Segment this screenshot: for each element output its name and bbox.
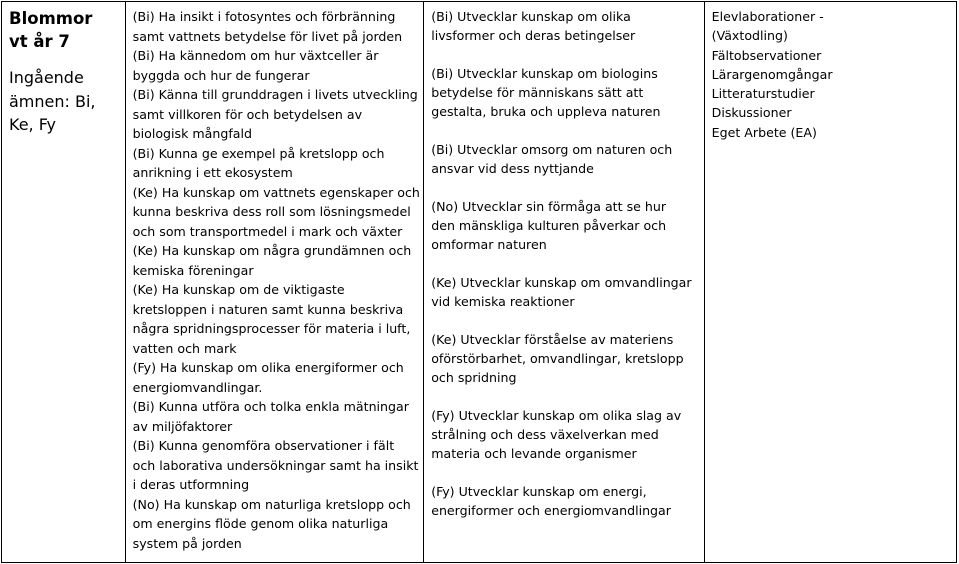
knowledge-goal-line: om energins flöde genom olika naturliga <box>132 516 389 531</box>
knowledge-goal-line: och som transportmedel i mark och växter <box>132 223 403 239</box>
curriculum-table <box>1 1 957 563</box>
development-goal-line: (Bi) Utvecklar omsorg om naturen och <box>431 142 673 157</box>
development-goal-line: strålning och dess växelverkan med <box>431 427 659 442</box>
work-methods-cell <box>704 2 956 563</box>
knowledge-goal-line: några spridningsprocesser för materia i luft, <box>132 321 411 336</box>
development-goal-line: (Fy) Utvecklar kunskap om olika slag av <box>431 408 682 423</box>
knowledge-goals-list <box>126 2 424 553</box>
work-method-line: Fältobservationer <box>711 47 822 63</box>
knowledge-goal-line: samt villkoren för och betydelsen av <box>132 106 363 122</box>
development-goal-line: livsformer och deras betingelser <box>431 28 636 43</box>
knowledge-goal-line: (Bi) Ha kännedom om hur växtceller är <box>132 48 379 63</box>
knowledge-goal-line: kunna beskriva dess roll som lösningsmedel <box>132 204 411 219</box>
heading-line: Blommor <box>9 9 93 28</box>
development-goal-line: betydelse för människans sätt att <box>431 85 644 100</box>
development-goal-line: materia och levande organismer <box>431 446 637 461</box>
knowledge-goal-line: (Fy) Ha kunskap om olika energiformer och <box>132 360 404 375</box>
subject-label-line: Ingående <box>9 68 84 87</box>
knowledge-goals-cell <box>125 2 424 563</box>
knowledge-goal-line: av miljöfaktorer <box>132 418 233 434</box>
group-spacer <box>431 387 697 406</box>
group-spacer <box>431 45 697 64</box>
development-goal-line: ansvar vid dess nyttjande <box>431 161 594 176</box>
work-method-line: Elevlaborationer - <box>711 9 824 24</box>
heading-line: vt år 7 <box>9 32 70 51</box>
sidebar-content <box>2 2 125 137</box>
work-method-line: Lärargenomgångar <box>711 66 833 82</box>
knowledge-goal-line: system på jorden <box>132 535 242 551</box>
group-spacer <box>431 178 697 197</box>
work-method-line: Diskussioner <box>711 105 792 121</box>
development-goal-line: gestalta, bruka och uppleva naturen <box>431 104 661 119</box>
knowledge-goal-line: biologisk mångfald <box>132 126 252 141</box>
knowledge-goal-line: (Bi) Kunna ge exempel på kretslopp och <box>132 145 385 161</box>
table-row <box>2 2 957 563</box>
group-spacer <box>431 254 697 273</box>
development-goal-line: (Ke) Utvecklar kunskap om omvandlingar <box>431 275 692 290</box>
knowledge-goal-line: anrikning i ett ekosystem <box>132 165 293 180</box>
knowledge-goal-line: (Bi) Kunna utföra och tolka enkla mätningar <box>132 399 409 414</box>
group-spacer <box>431 311 697 330</box>
development-goal-line: och spridning <box>431 370 517 385</box>
development-goals-cell <box>424 2 704 563</box>
knowledge-goal-line: samt vattnets betydelse för livet på jorden <box>132 28 403 44</box>
development-goal-line: (Bi) Utvecklar kunskap om biologins <box>431 66 658 81</box>
work-methods-list <box>705 2 956 142</box>
knowledge-goal-line: vatten och mark <box>132 340 237 356</box>
knowledge-goal-line: kretsloppen i naturen samt kunna beskriva <box>132 301 404 317</box>
knowledge-goal-line: byggda och hur de fungerar <box>132 67 310 83</box>
knowledge-goal-line: energiomvandlingar. <box>132 379 263 395</box>
development-goal-line: (Ke) Utvecklar förståelse av materiens <box>431 332 674 347</box>
development-goal-line: oförstörbarhet, omvandlingar, kretslopp <box>431 351 684 366</box>
sidebar-cell <box>2 2 126 563</box>
knowledge-goal-line: i deras utformning <box>132 477 250 492</box>
knowledge-goal-line: och laborativa undersökningar samt ha insikt <box>132 457 419 473</box>
knowledge-goal-line: (Bi) Ha insikt i fotosyntes och förbränning <box>132 9 396 24</box>
knowledge-goal-line: (Ke) Ha kunskap om de viktigaste <box>132 282 345 297</box>
work-method-line: Eget Arbete (EA) <box>711 124 817 140</box>
knowledge-goal-line: (Bi) Kunna genomföra observationer i fält <box>132 438 395 453</box>
knowledge-goal-line: (Ke) Ha kunskap om några grundämnen och <box>132 243 412 258</box>
development-goal-line: omformar naturen <box>431 237 547 252</box>
subject-label-line: Ke, Fy <box>9 115 56 134</box>
development-goal-line: (Fy) Utvecklar kunskap om energi, <box>431 484 647 499</box>
development-goal-line: vid kemiska reaktioner <box>431 294 575 309</box>
development-goal-line: (No) Utvecklar sin förmåga att se hur <box>431 199 667 214</box>
knowledge-goal-line: kemiska föreningar <box>132 262 254 278</box>
development-goal-line: (Bi) Utvecklar kunskap om olika <box>431 9 631 24</box>
development-goals-list <box>424 2 703 520</box>
development-goal-line: den mänskliga kulturen påverkar och <box>431 218 667 233</box>
group-spacer <box>431 121 697 140</box>
work-method-line: Litteraturstudier <box>711 86 815 102</box>
subject-label-line: ämnen: Bi, <box>9 91 96 111</box>
group-spacer <box>431 463 697 482</box>
knowledge-goal-line: (No) Ha kunskap om naturliga kretslopp och <box>132 496 411 512</box>
work-method-line: (Växtodling) <box>711 28 788 44</box>
knowledge-goal-line: (Ke) Ha kunskap om vattnets egenskaper och <box>132 184 420 200</box>
knowledge-goal-line: (Bi) Känna till grunddragen i livets utveckling <box>132 87 418 102</box>
development-goal-line: energiformer och energiomvandlingar <box>431 503 671 518</box>
